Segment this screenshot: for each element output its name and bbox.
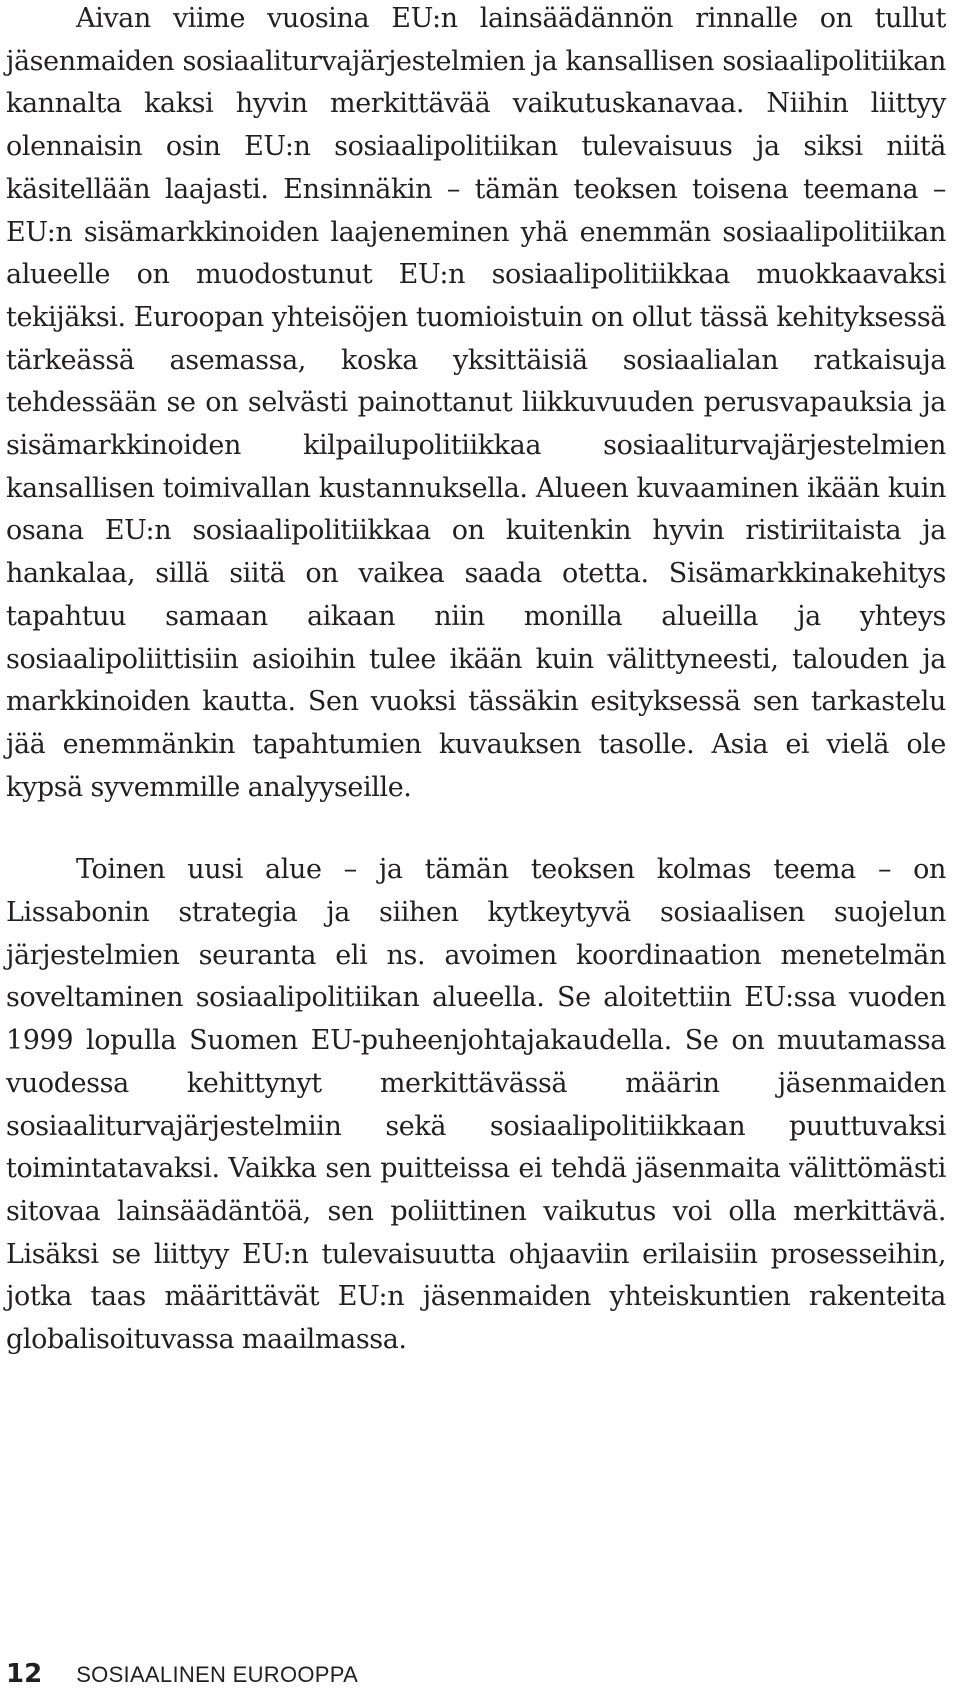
body-text — [6, 0, 946, 1362]
paragraph-1: Aivan viime vuosina EU:n lainsäädännön rinnalle on tullut jäsenmaiden sosiaaliturvajärjestelmien ja kansallisen sosiaalipolitiikan kannalta kaksi hyvin merkittävää vaikutuskanavaa. Niihin liittyy olennaisin osin EU:n sosiaalipolitiikan tulevaisuus ja siksi niitä käsitellään laajasti. Ensinnäkin – tämän teoksen toisena teemana – EU:n sisämarkkinoiden laajeneminen yhä enemmän sosiaalipolitiikan alueelle on muodostunut EU:n sosiaalipolitiikkaa muokkaavaksi tekijäksi. Euroopan yhteisöjen tuomioistuin on ollut tässä kehityksessä tärkeässä asemassa, koska yksittäisiä sosiaalialan ratkaisuja tehdessään se on selvästi painottanut liikkuvuuden perusvapauksia ja sisämarkkinoiden kilpailupolitiikkaa sosiaaliturvajärjestelmien kansallisen toimivallan kustannuksella. Alueen kuvaaminen ikään kuin osana EU:n sosiaalipolitiikkaa on kuitenkin hyvin ristiriitaista ja hankalaa, sillä siitä on vaikea saada otetta. Sisämarkkinakehitys tapahtuu samaan aikaan niin monilla alueilla ja yhteys sosiaalipoliittisiin asioihin tulee ikään kuin välittyneesti, talouden ja markkinoiden kautta. Sen vuoksi tässäkin esityksessä sen tarkastelu jää enemmänkin tapahtumien kuvauksen tasolle. Asia ei vielä ole kypsä syvemmille analyyseille. — [6, 3, 946, 803]
running-title: SOSIAALINEN EUROOPPA — [76, 1662, 359, 1687]
page-footer — [6, 1659, 358, 1695]
paragraph-2: Toinen uusi alue – ja tämän teoksen kolmas teema – on Lissabonin strategia ja siihen kytkeytyvä sosiaalisen suojelun järjestelmien seuranta eli ns. avoimen koordinaation menetelmän soveltaminen sosiaalipolitiikan alueella. Se aloitettiin EU:ssa vuoden 1999 lopulla Suomen EU-puheenjohtajakaudella. Se on muutamassa vuodessa kehittynyt merkittävässä määrin jäsenmaiden sosiaaliturvajärjestelmiin sekä sosiaalipolitiikkaan puuttuvaksi toimintatavaksi. Vaikka sen puitteissa ei tehdä jäsenmaita välittömästi sitovaa lainsäädäntöä, sen poliittinen vaikutus voi olla merkittävä. Lisäksi se liittyy EU:n tulevaisuutta ohjaaviin erilaisiin prosesseihin, jotka taas määrittävät EU:n jäsenmaiden yhteiskuntien rakenteita globalisoituvassa maailmassa. — [6, 854, 946, 1356]
page-number: 12 — [6, 1659, 43, 1689]
